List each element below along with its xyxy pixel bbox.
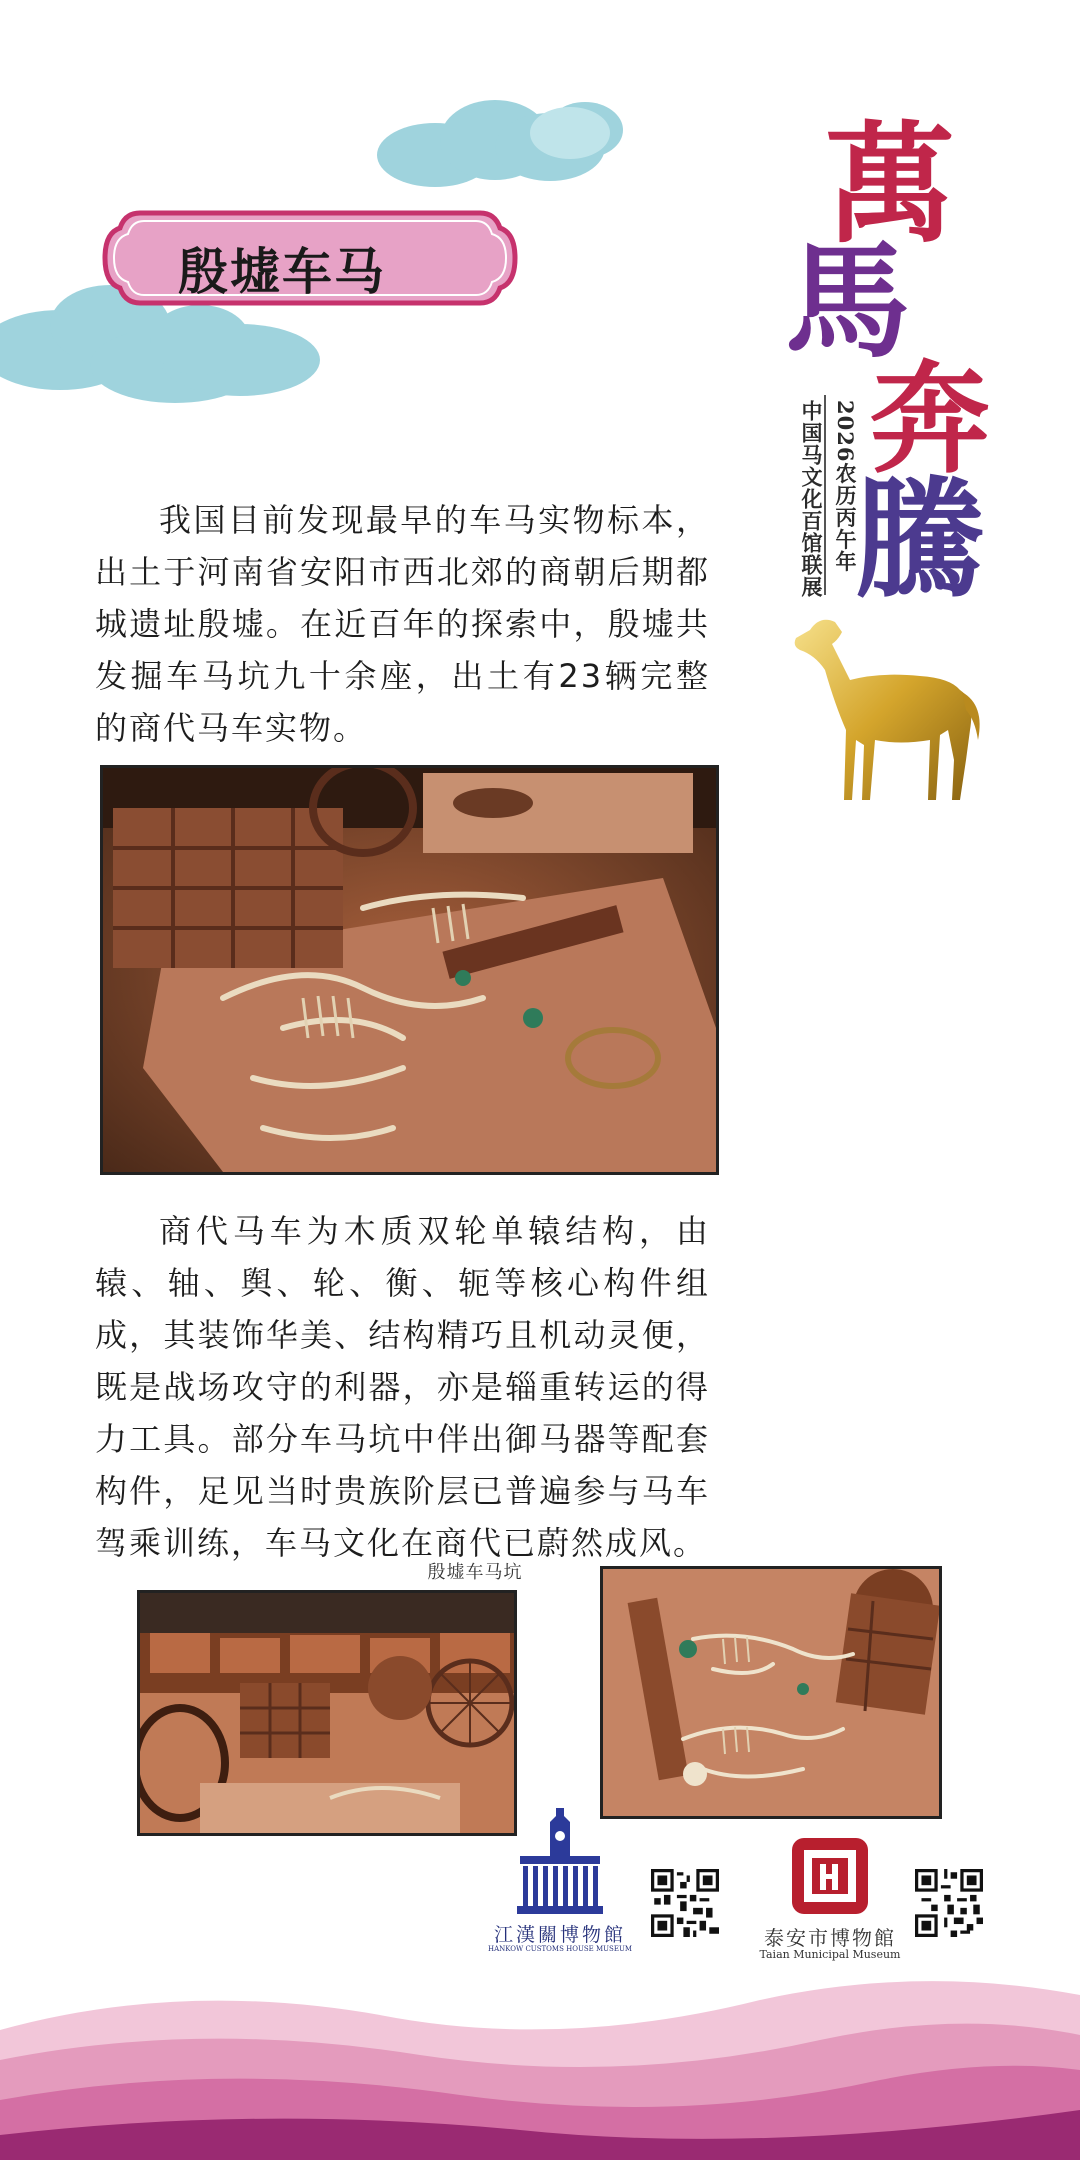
hankow-museum-logo [515,1808,605,1918]
vertical-divider [824,395,826,595]
taian-museum-name: 泰安市博物館 [764,1926,896,1950]
header-char-teng: 騰 [855,463,986,616]
header-char-wan: 萬 [825,108,956,261]
decorative-waves [0,1960,1080,2160]
header-char-ma: 馬 [785,229,910,375]
page-title: 殷墟车马 [178,243,386,301]
hankow-museum-name: 江漢關博物館 [493,1924,626,1946]
paragraph-structure: 商代马车为木质双轮单辕结构，由辕、轴、舆、轮、衡、轭等核心构件组成，其装饰华美、结构精巧且机动灵便，既是战场攻守的利器，亦是辎重转运的得力工具。部分车马坑中伴出御马器等配套构件，足见当时贵族阶层已普遍参与马车驾乘训练，车马文化在商代已蔚然成风。 [95,1212,710,1562]
paragraph-intro: 我国目前发现最早的车马实物标本，出土于河南省安阳市西北郊的商朝后期都城遗址殷墟。在近百年的探索中，殷墟共发掘车马坑九十余座，出土有23辆完整的商代马车实物。 [95,501,710,747]
qr-code-taian[interactable] [915,1869,983,1937]
header-char-ben: 奔 [870,349,990,490]
title-banner [100,208,520,308]
exhibition-name: 中国马文化百馆联展 [799,400,824,598]
photo-chariot-pit-main [100,765,719,1175]
photo-chariot-pit-hall [137,1590,517,1836]
taian-museum-en: Taian Municipal Museum [759,1948,901,1961]
qr-code-hankow[interactable] [651,1869,719,1937]
photo-caption: 殷墟车马坑 [427,1562,523,1583]
golden-horse-icon [780,610,990,810]
hankow-museum-en: HANKOW CUSTOMS HOUSE MUSEUM [487,1945,633,1953]
photo-horse-skeletons [600,1566,942,1819]
exhibition-year: 2026农历丙午年 [833,400,858,573]
cloud-top-right [375,95,625,195]
taian-museum-logo [790,1836,870,1916]
